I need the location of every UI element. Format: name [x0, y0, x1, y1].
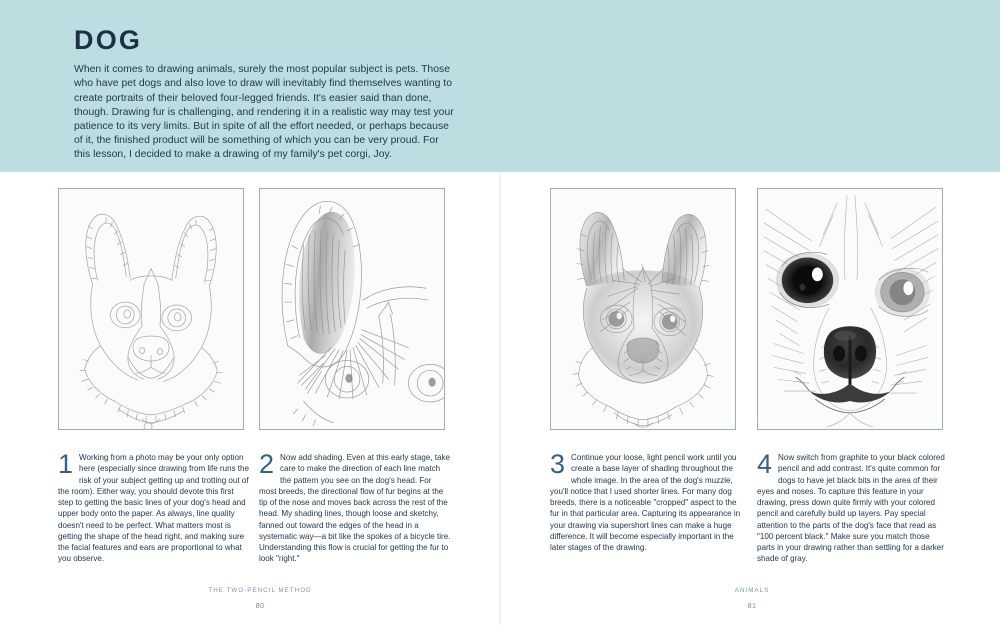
- corgi-ear-shading-study: [260, 189, 444, 429]
- step-caption-text-2: Now add shading. Even at this early stage, take care to make the direction of each line match the pattern you see on the dog's head. For most breeds, the directional flow of fur begins at the tip of the nose and moves back across the rest of the head. My shading lines, though loose and sketchy, fanned out toward the edges of the head in a systematic way—a bit like the spokes of a bicycle tire. Understanding this flow is crucial for getting the fur to look "right.": [259, 453, 451, 564]
- drawing-panel-1: [58, 188, 244, 430]
- chapter-intro-paragraph: When it comes to drawing animals, surely the most popular subject is pets. Those who have pet dogs and also love to draw will inevitably find themselves wanting to create portraits of their beloved four-legged friends. It's easier said than done, though. Drawing fur is challenging, and rendering it in a realistic way may test your patience to its very limits. But in spite of all the effort needed, or perhaps because of it, the finished product will be something of which you can be very proud. For this lesson, I decided to make a drawing of my family's pet corgi, Joy.: [74, 64, 454, 160]
- drawing-panel-3: [550, 188, 736, 430]
- step-caption-2: [259, 449, 451, 565]
- step-number-4: 4: [757, 449, 773, 479]
- drawing-panel-4: [757, 188, 943, 430]
- header-text-block: [74, 26, 454, 162]
- corgi-outline-sketch: [59, 189, 243, 429]
- chapter-header-band: [0, 0, 1000, 172]
- step-caption-text-3: Continue your loose, light pencil work until you create a base layer of shading throughout the whole image. In the area of the dog's muzzle, you'll notice that I used shorter lines. For many dog breeds, there is a noticeable "cropped" aspect to the fur in that particular area. Capturing its appearance in your drawing via supershort lines can make a huge difference. It will become especially important in the later stages of the drawing.: [550, 453, 741, 552]
- running-head-right: ANIMALS: [734, 587, 770, 594]
- step-number-1: 1: [58, 449, 74, 479]
- page-title: DOG: [74, 25, 143, 55]
- running-head-left: THE TWO-PENCIL METHOD: [208, 587, 312, 594]
- step-caption-text-1: Working from a photo may be your only option here (especially since drawing from life runs the risk of your subject getting up and trotting out of the room). Either way, you should devote this first step to getting the basic lines of your dog's head and upper body onto the paper. As always, line quality doesn't need to be perfect. What matters most is getting the shape of the head right, and making sure the facial features and ears are proportional to what you observe.: [58, 453, 249, 564]
- step-caption-text-4: Now switch from graphite to your black colored pencil and add contrast. It's quite common for dogs to have jet black bits in the area of their eyes and noses. To capture this feature in your drawing, press down quite firmly with your colored pencil and carefully build up layers. Pay special attention to the parts of the dog's face that read as "100 percent black." Make sure you match those parts in your drawing rather than settling for a darker shade of gray.: [757, 453, 945, 564]
- drawing-panel-2: [259, 188, 445, 430]
- footer-right: [652, 588, 852, 610]
- footer-left: [160, 588, 360, 610]
- step-caption-4: [757, 449, 949, 565]
- page-gutter-seam: [499, 172, 501, 625]
- page-number-left: 80: [255, 600, 265, 610]
- corgi-black-contrast-closeup: [758, 189, 942, 429]
- step-number-3: 3: [550, 449, 566, 479]
- page-number-right: 81: [747, 600, 757, 610]
- corgi-base-shading: [551, 189, 735, 429]
- step-number-2: 2: [259, 449, 275, 479]
- step-caption-1: [58, 449, 250, 565]
- step-caption-3: [550, 449, 742, 553]
